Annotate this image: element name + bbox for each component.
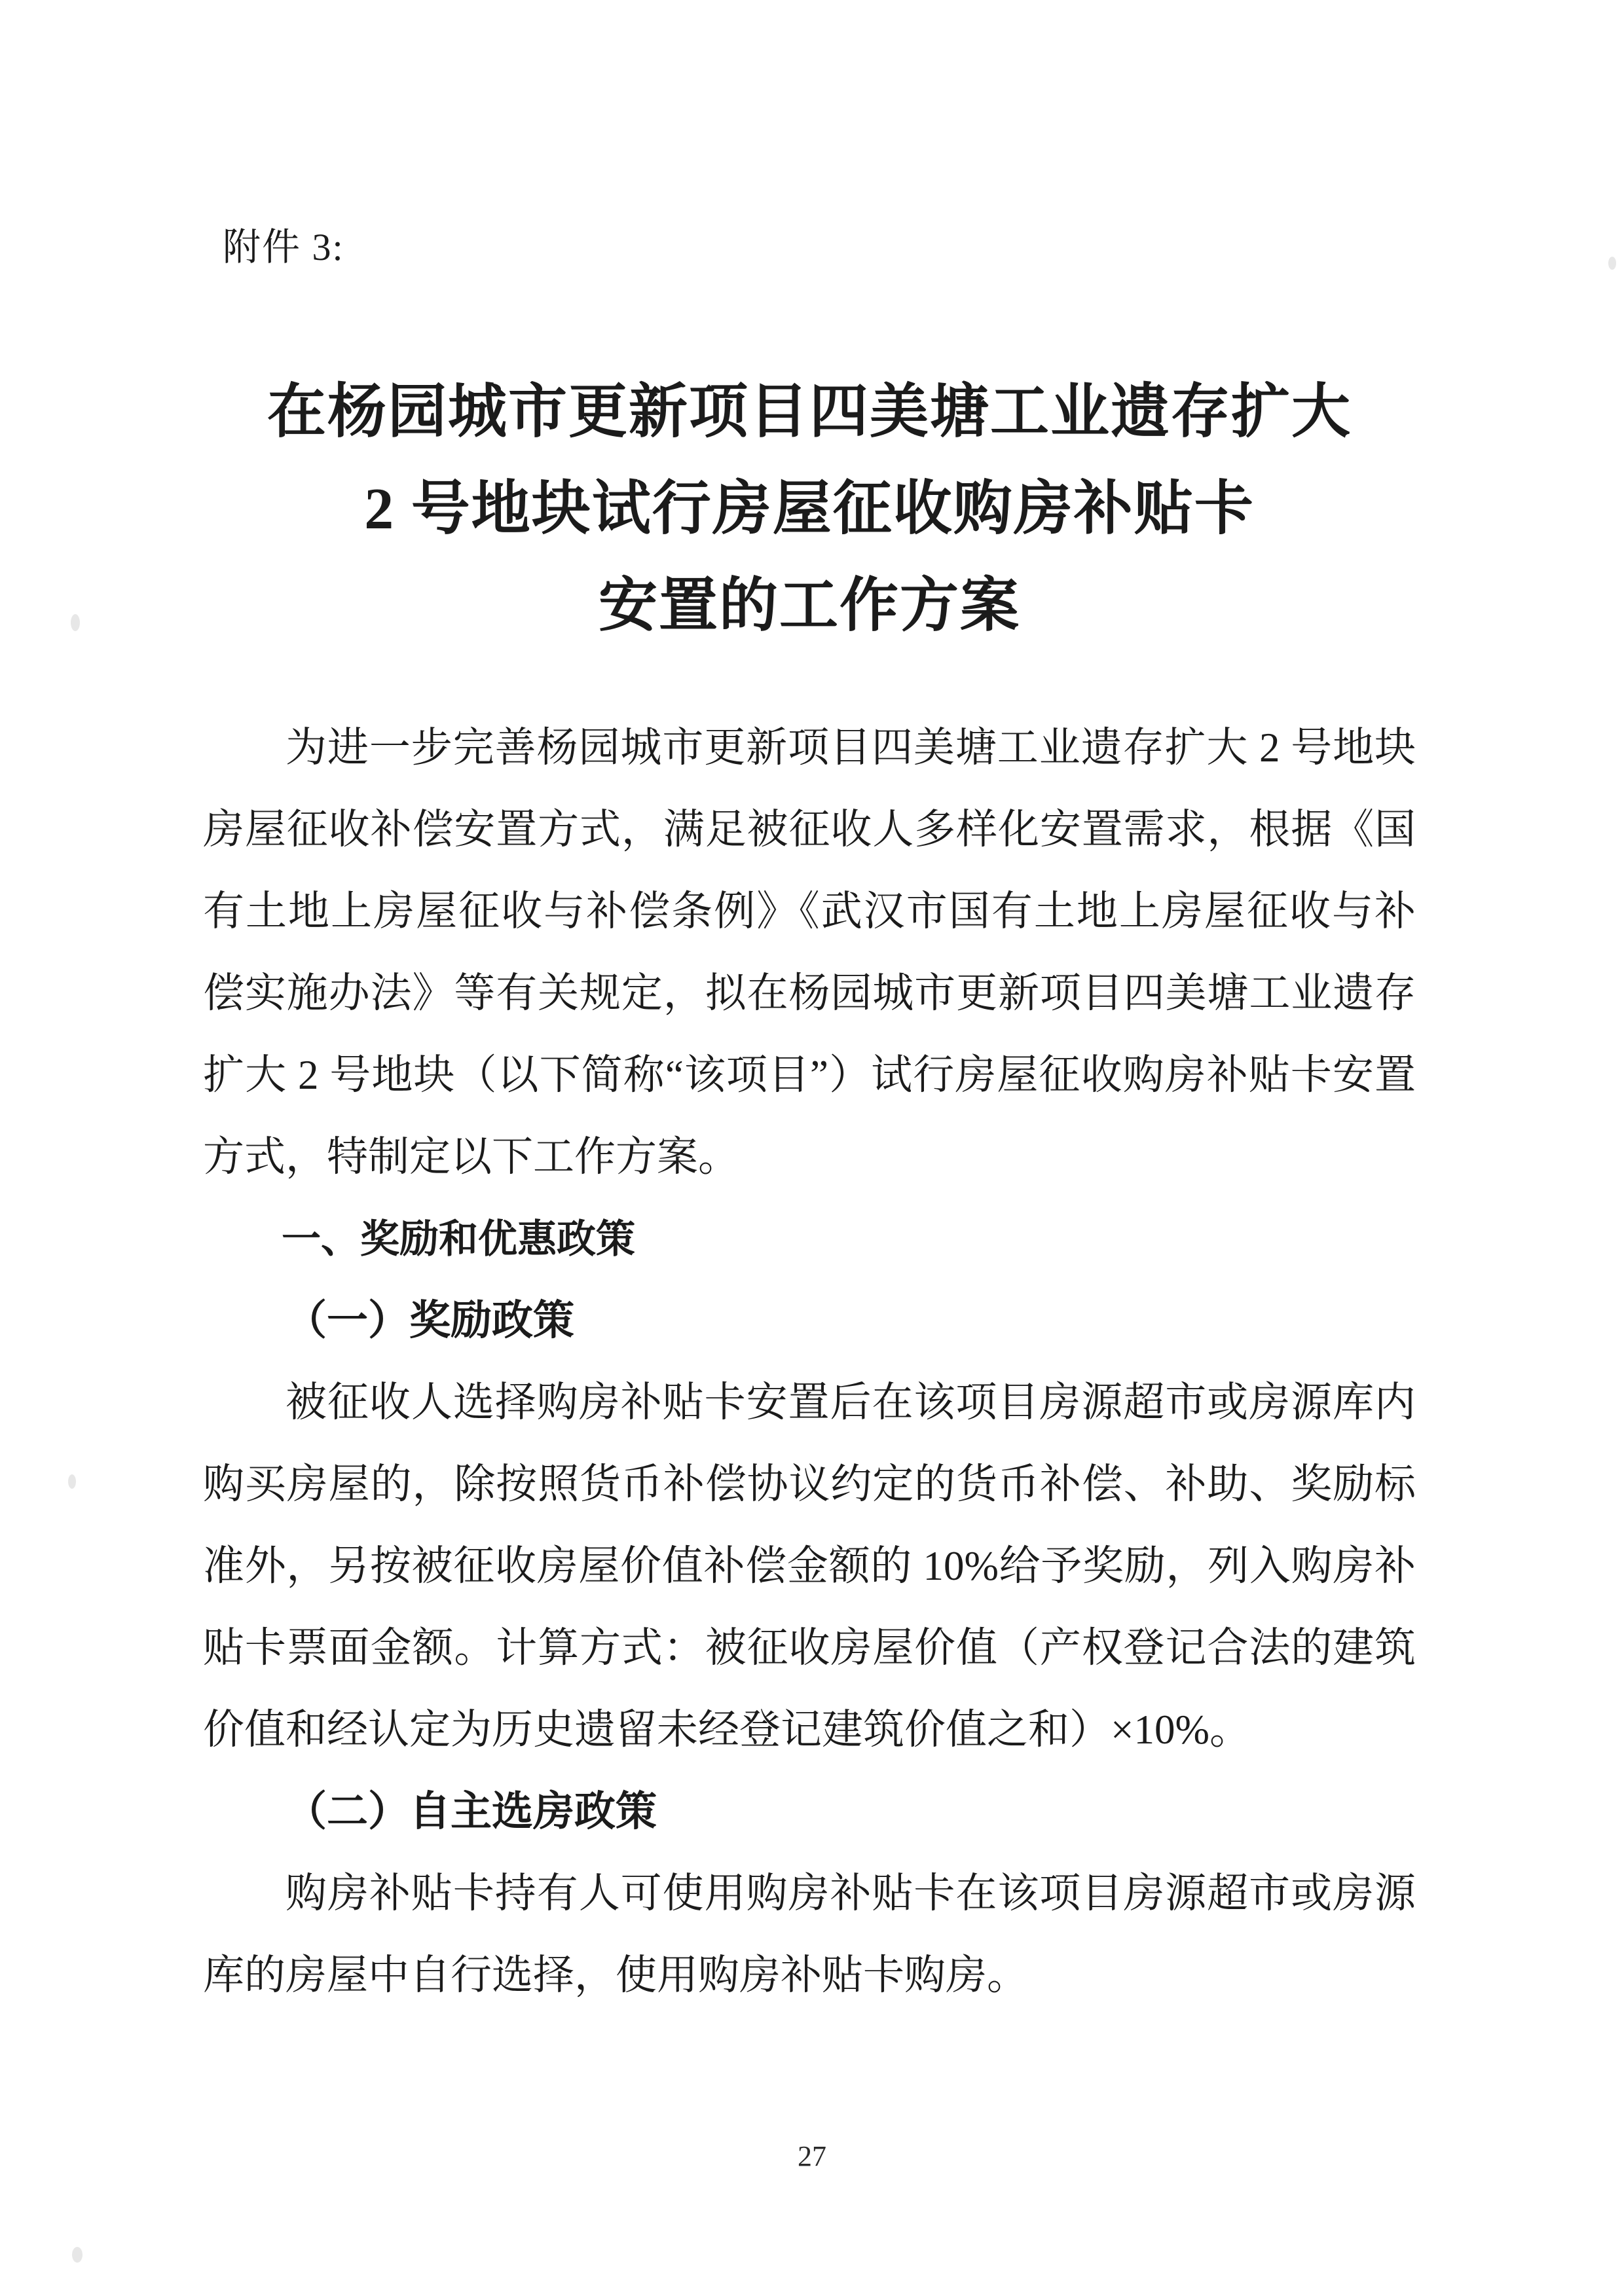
- subsection-heading-reward-policy: （一）奖励政策: [286, 1298, 574, 1343]
- paragraph-self-selection-policy: 购房补贴卡持有人可使用购房补贴卡在该项目房源超市或房源库的房屋中自行选择，使用购房补贴卡购房。: [203, 1870, 1416, 1998]
- page-number: 27: [798, 2140, 826, 2172]
- paragraph-intro: 为进一步完善杨园城市更新项目四美塘工业遗存扩大 2 号地块房屋征收补偿安置方式，满足被征收人多样化安置需求，根据《国有土地上房屋征收与补偿条例》《武汉市国有土地上房屋征收与补偿实施办法》等有关规定，拟在杨园城市更新项目四美塘工业遗存扩大 2 号地块（以下简称“该项目”）试行房屋征收购房补贴卡安置方式，特制定以下工作方案。: [203, 725, 1416, 1180]
- section-heading-rewards-and-incentives: 一、奖励和优惠政策: [282, 1217, 635, 1261]
- scan-artifact: [68, 1474, 76, 1489]
- subsection-heading-self-selection-policy: （二）自主选房政策: [286, 1789, 657, 1834]
- document-body: [203, 707, 1416, 2016]
- title-line-1: 在杨园城市更新项目四美塘工业遗存扩大: [267, 380, 1352, 445]
- scan-artifact: [72, 2247, 83, 2263]
- title-line-2: 2 号地块试行房屋征收购房补贴卡: [364, 477, 1255, 541]
- scan-artifact: [1608, 257, 1616, 270]
- paragraph-reward-policy: 被征收人选择购房补贴卡安置后在该项目房源超市或房源库内购买房屋的，除按照货币补偿协议约定的货币补偿、补助、奖励标准外，另按被征收房屋价值补偿金额的 10%给予奖励，列入购房补贴卡票面金额。计算方式：被征收房屋价值（产权登记合法的建筑价值和经认定为历史遗留未经登记建筑价值之和）×10%。: [203, 1379, 1416, 1753]
- document-title: [203, 364, 1416, 655]
- title-line-3: 安置的工作方案: [599, 574, 1020, 638]
- attachment-label: 附件 3:: [223, 226, 344, 268]
- scan-artifact: [71, 614, 80, 631]
